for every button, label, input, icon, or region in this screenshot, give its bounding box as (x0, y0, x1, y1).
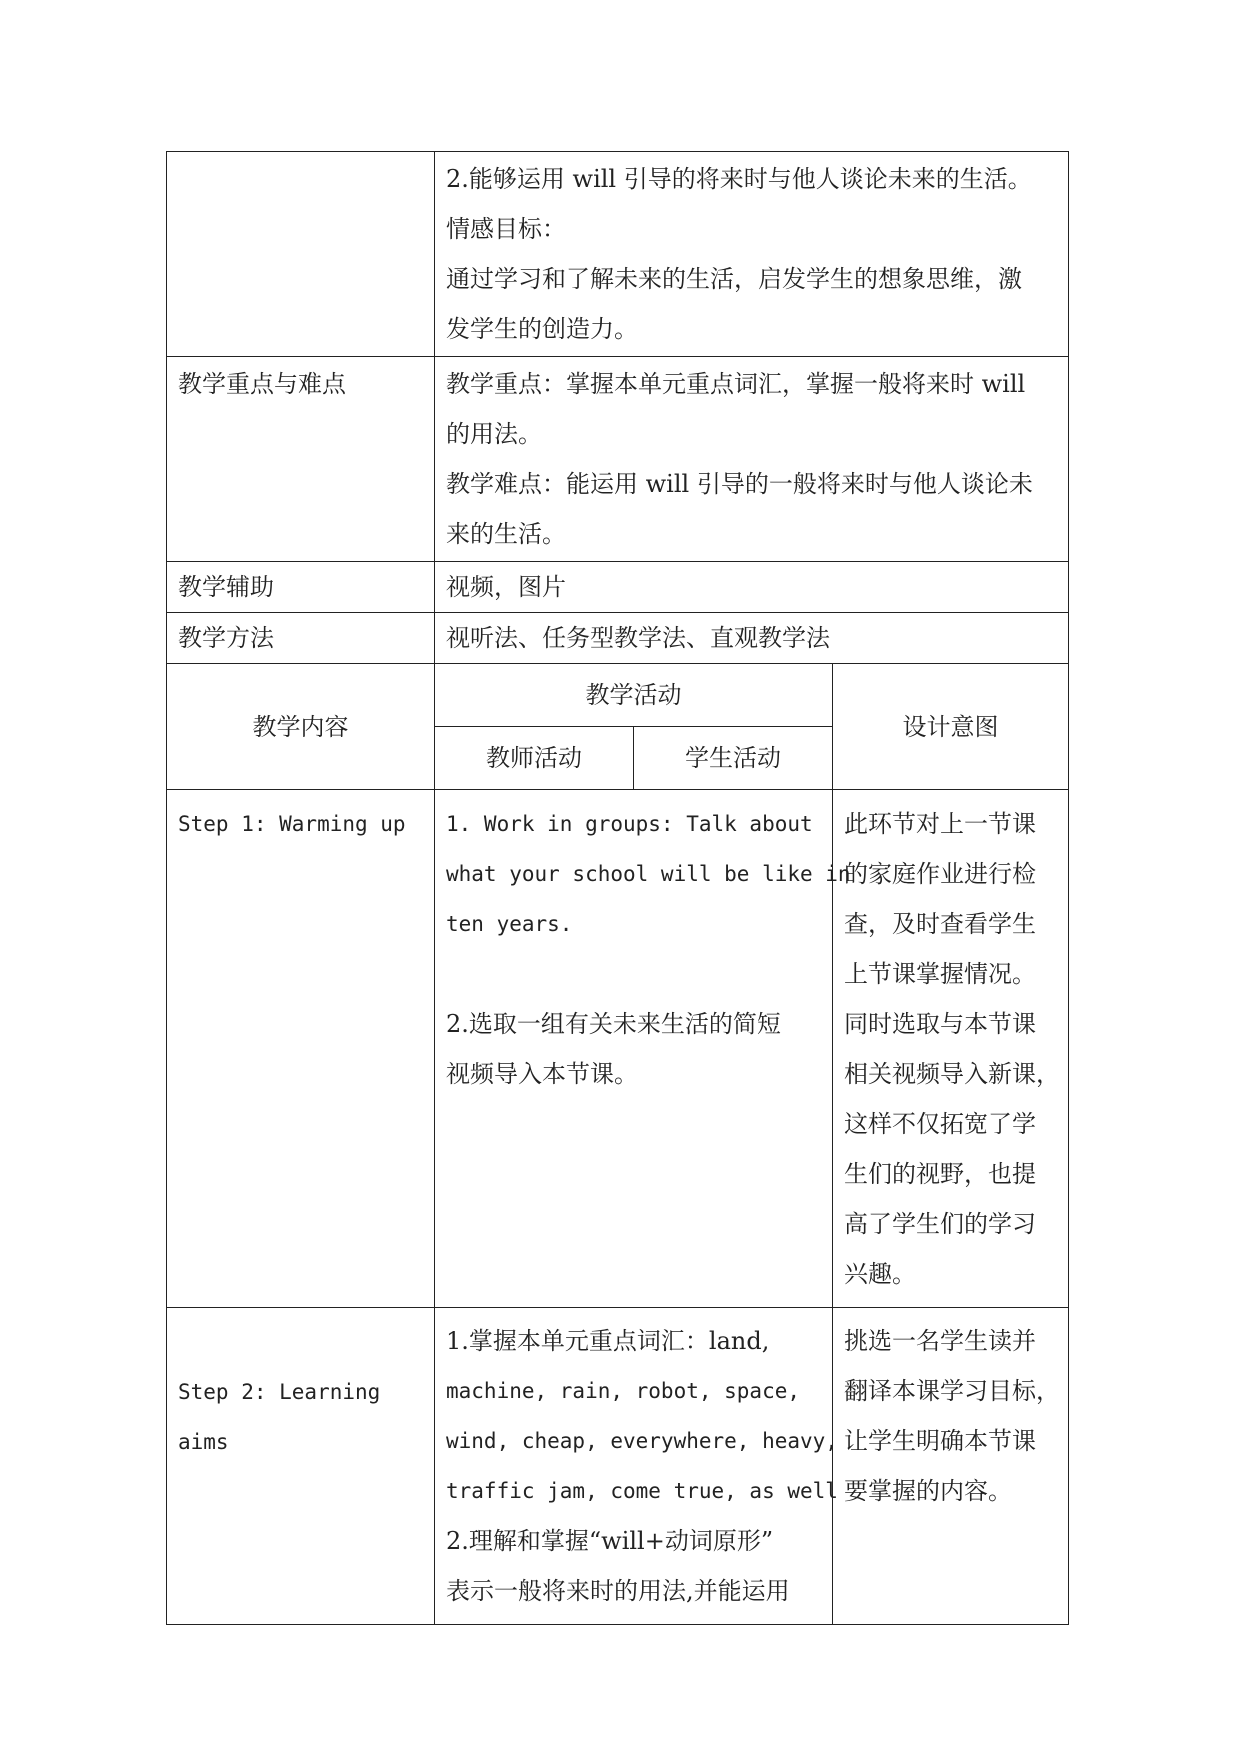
key-points-line: 教学重点：掌握本单元重点词汇，掌握一般将来时 will (446, 370, 1026, 398)
step1-intent-line: 查，及时查看学生 (844, 910, 1036, 938)
goals-line: 2.能够运用 will 引导的将来时与他人谈论未来的生活。 (446, 165, 1032, 193)
spacer (446, 949, 821, 999)
step2-intent-line: 挑选一名学生读并 (844, 1327, 1036, 1355)
table-row (167, 562, 1069, 613)
step2-intent (833, 1308, 1069, 1625)
step2-activity (435, 1308, 838, 1625)
methods-label: 教学方法 (167, 613, 435, 664)
step1-intent-line: 同时选取与本节课 (844, 1010, 1036, 1038)
table-header-row (167, 664, 1069, 727)
step1-intent-line: 生们的视野，也提 (844, 1160, 1036, 1188)
step1-activity-line: 视频导入本节课。 (446, 1060, 638, 1088)
step1-label (167, 790, 435, 1308)
goals-line: 发学生的创造力。 (446, 315, 638, 343)
table-row (167, 357, 1069, 562)
key-points-content (435, 357, 1069, 562)
step2-activity-line: 1.掌握本单元重点词汇：land, (446, 1327, 770, 1355)
step1-intent-line: 此环节对上一节课 (844, 810, 1036, 838)
step2-intent-line: 要掌握的内容。 (844, 1477, 1012, 1505)
lesson-plan-table (166, 151, 1069, 1625)
goals-line: 情感目标： (446, 215, 566, 243)
header-activities: 教学活动 (435, 664, 833, 727)
key-points-line: 的用法。 (446, 420, 542, 448)
step1-intent-line: 相关视频导入新课， (844, 1060, 1060, 1088)
table-row (167, 152, 1069, 357)
step1-activity (435, 790, 851, 1308)
step1-activity-line: 1. Work in groups: Talk about (446, 812, 813, 836)
methods-value: 视听法、任务型教学法、直观教学法 (435, 613, 1069, 664)
step1-label-text: Step 1: Warming up (178, 812, 406, 836)
table-row (167, 1308, 1069, 1625)
step2-intent-line: 让学生明确本节课 (844, 1427, 1036, 1455)
step2-activity-line: 2.理解和掌握“will+动词原形” (446, 1527, 774, 1555)
header-student: 学生活动 (634, 727, 833, 790)
header-content: 教学内容 (167, 664, 435, 790)
goals-line: 通过学习和了解未来的生活，启发学生的想象思维，激 (446, 265, 1022, 293)
goals-content-cell (435, 152, 1069, 357)
step1-activity-line: ten years. (446, 912, 573, 936)
step2-label (167, 1308, 435, 1625)
header-teacher: 教师活动 (435, 727, 634, 790)
header-intent: 设计意图 (833, 664, 1069, 790)
step2-label-line: aims (178, 1430, 229, 1454)
step2-intent-line: 翻译本课学习目标， (844, 1377, 1060, 1405)
step1-intent-line: 高了学生们的学习 (844, 1210, 1036, 1238)
key-points-line: 教学难点：能运用 will 引导的一般将来时与他人谈论未 (446, 470, 1033, 498)
step1-intent-line: 上节课掌握情况。 (844, 960, 1036, 988)
key-points-line: 来的生活。 (446, 520, 566, 548)
table-row (167, 613, 1069, 664)
goals-label-cell (167, 152, 435, 357)
step2-activity-line: machine, rain, robot, space, (446, 1379, 801, 1403)
key-points-label: 教学重点与难点 (167, 357, 435, 562)
step1-intent-line: 的家庭作业进行检 (844, 860, 1036, 888)
step1-intent (833, 790, 1069, 1308)
step2-activity-line: wind, cheap, everywhere, heavy, (446, 1429, 838, 1453)
step2-activity-line: traffic jam, come true, as well (446, 1479, 838, 1503)
step2-label-line: Step 2: Learning (178, 1380, 381, 1404)
step1-activity-line: what your school will be like in (446, 862, 851, 886)
aids-label: 教学辅助 (167, 562, 435, 613)
step2-activity-line: 表示一般将来时的用法,并能运用 (446, 1577, 790, 1605)
table-row (167, 790, 1069, 1308)
step1-activity-line: 2.选取一组有关未来生活的简短 (446, 1010, 781, 1038)
aids-value: 视频，图片 (435, 562, 1069, 613)
step1-intent-line: 这样不仅拓宽了学 (844, 1110, 1036, 1138)
step1-intent-line: 兴趣。 (844, 1260, 916, 1288)
